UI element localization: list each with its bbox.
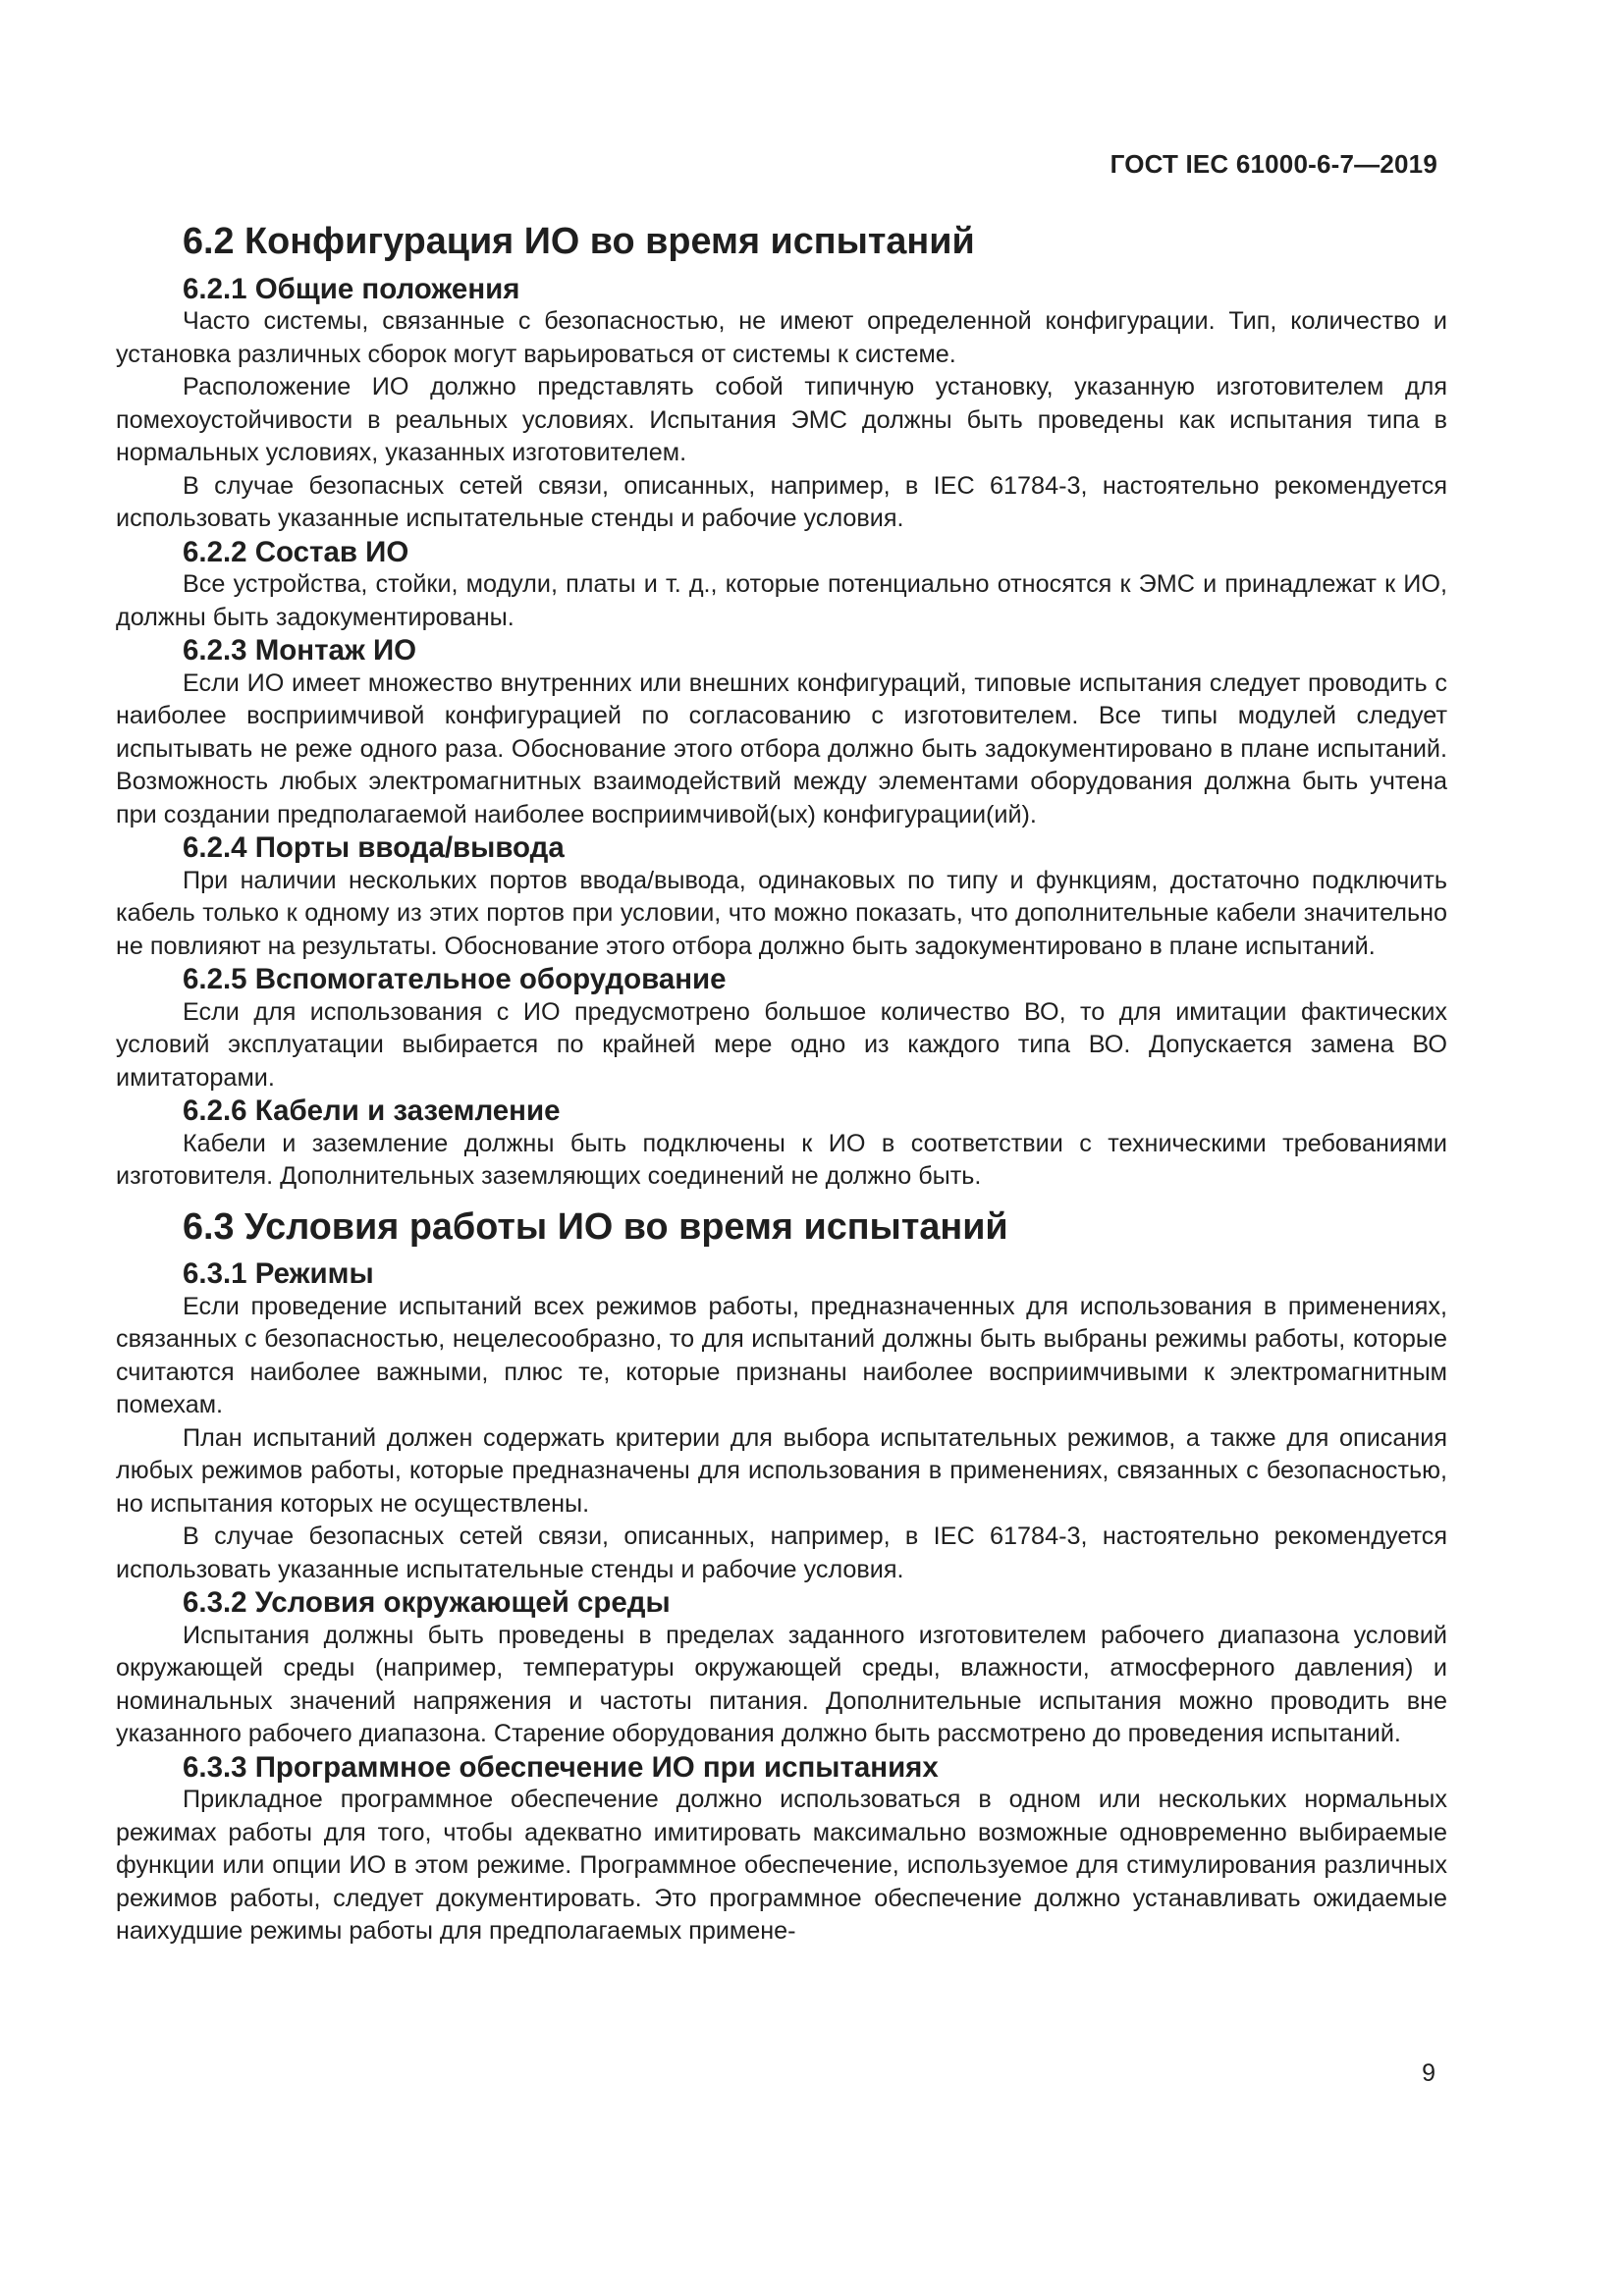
subsection-heading-6-3-3: 6.3.3 Программное обеспечение ИО при испытаниях bbox=[183, 1750, 939, 1784]
paragraph: При наличии нескольких портов ввода/вывода, одинаковых по типу и функциям, достаточно подключить кабель только к одному из этих портов при условии, что можно показать, что дополнительные кабели значительно не повлияют на результаты. Обоснование этого отбора должно быть задокументировано в плане испытаний. bbox=[116, 866, 1447, 960]
page-number: 9 bbox=[1422, 2059, 1435, 2087]
subsection-heading-6-2-6: 6.2.6 Кабели и заземление bbox=[183, 1095, 561, 1127]
paragraph: Все устройства, стойки, модули, платы и т. д., которые потенциально относятся к ЭМС и принадлежат к ИО, должны быть задокументированы. bbox=[116, 570, 1447, 631]
paragraph: Кабели и заземление должны быть подключены к ИО в соответствии с техническими требованиями изготовителя. Дополнительных заземляющих соединений не должно быть. bbox=[116, 1129, 1447, 1190]
paragraph: Часто системы, связанные с безопасностью, не имеют определенной конфигурации. Тип, количество и установка различных сборок могут варьироваться от системы к системе. bbox=[116, 307, 1447, 368]
section-heading-6-2: 6.2 Конфигурация ИО во время испытаний bbox=[183, 221, 975, 262]
page-body bbox=[116, 221, 1447, 1949]
subsection-heading-6-2-2: 6.2.2 Состав ИО bbox=[183, 535, 409, 568]
paragraph: Если для использования с ИО предусмотрено большое количество ВО, то для имитации фактических условий эксплуатации выбирается по крайней мере одно из каждого типа ВО. Допускается замена ВО имитаторами. bbox=[116, 997, 1447, 1092]
subsection-heading-6-3-1: 6.3.1 Режимы bbox=[183, 1257, 374, 1290]
subsection-heading-6-2-3: 6.2.3 Монтаж ИО bbox=[183, 634, 417, 667]
paragraph: Если ИО имеет множество внутренних или внешних конфигураций, типовые испытания следует проводить с наиболее восприимчивой конфигурацией по согласованию с изготовителем. Все типы модулей следует испытывать не реже одного раза. Обоснование этого отбора должно быть задокументировано в плане испытаний. Возможность любых электромагнитных взаимодействий между элементами оборудования должна быть учтена при создании предполагаемой наиболее восприимчивой(ых) конфигурации(ий). bbox=[116, 668, 1447, 828]
paragraph: В случае безопасных сетей связи, описанных, например, в IEC 61784-3, настоятельно рекомендуется использовать указанные испытательные стенды и рабочие условия. bbox=[116, 1522, 1447, 1583]
paragraph: Испытания должны быть проведены в пределах заданного изготовителем рабочего диапазона условий окружающей среды (например, температуры окружающей среды, влажности, атмосферного давления) и номинальных значений напряжения и частоты питания. Дополнительные испытания можно проводить вне указанного рабочего диапазона. Старение оборудования должно быть рассмотрено до проведения испытаний. bbox=[116, 1621, 1447, 1747]
paragraph: В случае безопасных сетей связи, описанных, например, в IEC 61784-3, настоятельно рекомендуется использовать указанные испытательные стенды и рабочие условия. bbox=[116, 471, 1447, 532]
subsection-heading-6-2-5: 6.2.5 Вспомогательное оборудование bbox=[183, 963, 727, 995]
paragraph: Прикладное программное обеспечение должно использоваться в одном или нескольких нормальных режимах работы для того, чтобы адекватно имитировать максимально возможные одновременно выбираемые функции или опции ИО в этом режиме. Программное обеспечение, используемое для стимулирования различных режимов работы, следует документировать. Это программное обеспечение должно устанавливать ожидаемые наихудшие режимы работы для предполагаемых примене- bbox=[116, 1786, 1447, 1945]
subsection-heading-6-3-2: 6.3.2 Условия окружающей среды bbox=[183, 1586, 671, 1619]
paragraph: Расположение ИО должно представлять собой типичную установку, указанную изготовителем для помехоустойчивости в реальных условиях. Испытания ЭМС должны быть проведены как испытания типа в нормальных условиях, указанных изготовителем. bbox=[116, 373, 1447, 466]
section-heading-6-3: 6.3 Условия работы ИО во время испытаний bbox=[183, 1205, 1008, 1248]
paragraph: План испытаний должен содержать критерии для выбора испытательных режимов, а также для описания любых режимов работы, которые предназначены для использования в применениях, связанных с безопасностью, но испытания которых не осуществлены. bbox=[116, 1423, 1447, 1518]
paragraph: Если проведение испытаний всех режимов работы, предназначенных для использования в применениях, связанных с безопасностью, нецелесообразно, то для испытаний должны быть выбраны режимы работы, которые считаются наиболее важными, плюс те, которые признаны наиболее восприимчивыми к электромагнитным помехам. bbox=[116, 1292, 1447, 1418]
running-header-standard: ГОСТ IEC 61000-6-7—2019 bbox=[1110, 149, 1437, 179]
subsection-heading-6-2-4: 6.2.4 Порты ввода/вывода bbox=[183, 831, 565, 864]
subsection-heading-6-2-1: 6.2.1 Общие положения bbox=[183, 272, 520, 305]
